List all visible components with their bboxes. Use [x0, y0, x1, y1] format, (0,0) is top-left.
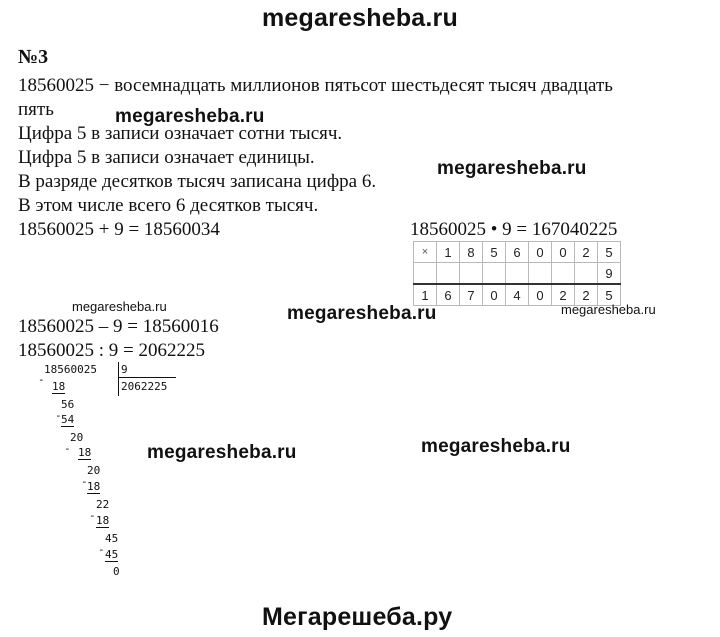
grid-cell: 5 [483, 242, 506, 263]
division-bracket-horizontal [118, 377, 176, 378]
grid-cell [575, 263, 598, 285]
grid-cell: 6 [506, 242, 529, 263]
division-step: 54 [61, 413, 75, 426]
watermark-2: megaresheba.ru [437, 158, 587, 179]
multiplicand-row [414, 242, 621, 263]
grid-cell: 1 [437, 242, 460, 263]
division-step: 18 [78, 446, 92, 459]
text-line-9: 18560025 : 9 = 2062225 [18, 340, 205, 361]
grid-cell: 2 [575, 242, 598, 263]
text-line-3: Цифра 5 в записи означает сотни тысяч. [18, 123, 343, 144]
grid-cell: 9 [598, 263, 621, 285]
watermark-bottom: Мегарешеба.ру [262, 603, 453, 631]
grid-cell: 2 [575, 284, 598, 306]
multiplier-row [414, 263, 621, 285]
division-step: 22 [96, 498, 110, 511]
division-dividend: 18560025 [44, 363, 97, 376]
watermark-4: megaresheba.ru [287, 303, 437, 324]
grid-cell: 0 [552, 242, 575, 263]
text-line-1: 18560025 − восемнадцать миллионов пятьсот шестьдесят тысяч двадцать [18, 75, 613, 96]
division-step: 18 [96, 514, 110, 527]
watermark-1: megaresheba.ru [115, 106, 265, 127]
grid-cell [437, 263, 460, 285]
watermark-3: megaresheba.ru [72, 299, 167, 314]
watermark-top: megaresheba.ru [262, 4, 458, 32]
division-divisor: 9 [121, 363, 128, 376]
text-line-7: 18560025 + 9 = 18560034 [18, 219, 220, 240]
division-step: 56 [61, 398, 75, 411]
text-line-6: В этом числе всего 6 десятков тысяч. [18, 195, 319, 216]
grid-cell [460, 263, 483, 285]
grid-cell: 1 [414, 284, 437, 306]
text-line-8: 18560025 – 9 = 18560016 [18, 316, 219, 337]
grid-cell: 8 [460, 242, 483, 263]
watermark-7: megaresheba.ru [421, 436, 571, 457]
division-step: 45 [105, 532, 119, 545]
task-number: №3 [18, 46, 49, 68]
grid-cell: 4 [506, 284, 529, 306]
text-line-4: Цифра 5 в записи означает единицы. [18, 147, 315, 168]
text-line-2: пять [18, 99, 54, 120]
division-minus: - [98, 543, 105, 556]
division-remainder: 0 [113, 565, 120, 578]
grid-cell [483, 263, 506, 285]
multiply-sign: × [414, 242, 437, 263]
grid-cell: 7 [460, 284, 483, 306]
division-minus-1: - [38, 373, 45, 386]
grid-cell: 0 [483, 284, 506, 306]
grid-cell: 2 [552, 284, 575, 306]
watermark-5: megaresheba.ru [561, 302, 656, 317]
division-minus: - [89, 509, 96, 522]
grid-cell: 5 [598, 284, 621, 306]
division-step: 45 [105, 548, 119, 561]
division-step: 20 [70, 431, 84, 444]
watermark-6: megaresheba.ru [147, 442, 297, 463]
multiplication-equation: 18560025 • 9 = 167040225 [410, 219, 618, 240]
grid-cell [552, 263, 575, 285]
grid-cell [506, 263, 529, 285]
division-step: 20 [87, 464, 101, 477]
grid-cell [414, 263, 437, 285]
grid-cell: 6 [437, 284, 460, 306]
division-quotient: 2062225 [121, 380, 168, 393]
text-line-5: В разряде десятков тысяч записана цифра 6. [18, 171, 377, 192]
grid-cell: 0 [529, 242, 552, 263]
division-step: 18 [52, 380, 66, 393]
grid-cell: 0 [529, 284, 552, 306]
division-minus: - [55, 409, 62, 422]
grid-cell: 5 [598, 242, 621, 263]
division-minus: - [64, 442, 71, 455]
grid-cell [529, 263, 552, 285]
multiplication-grid [413, 241, 621, 306]
division-step: 18 [87, 480, 101, 493]
division-bracket-vertical [118, 362, 119, 396]
division-minus: - [81, 475, 88, 488]
